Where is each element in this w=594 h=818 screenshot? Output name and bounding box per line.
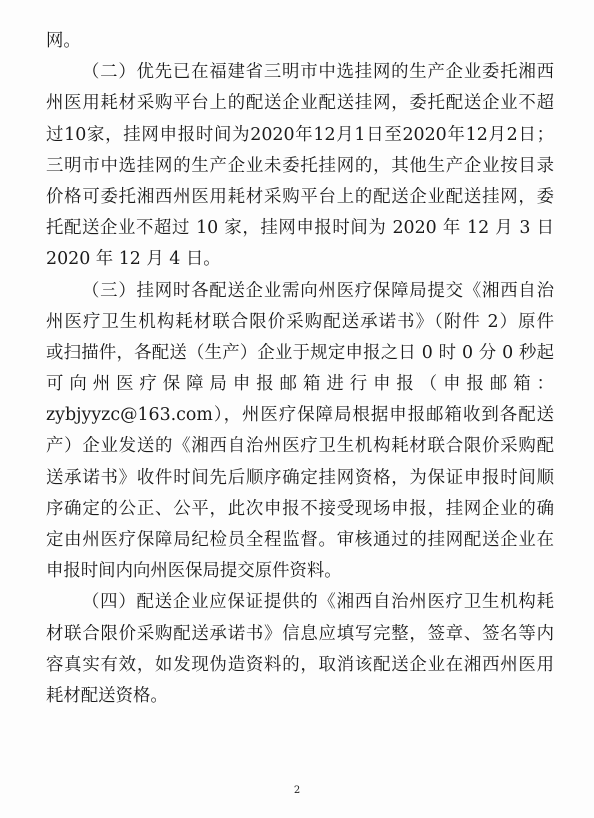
paragraph-line: 州医疗卫生机构耗材联合限价采购配送承诺书》（附件 2）原件 (46, 311, 554, 332)
paragraph-line: 定由州医疗保障局纪检员全程监督。审核通过的挂网配送企业在 (46, 530, 554, 550)
paragraph-line: 送承诺书》收件时间先后顺序确定挂网资格，为保证申报时间顺 (46, 467, 554, 488)
paragraph-line: 耗材配送资格。 (46, 685, 168, 706)
paragraph-line: 网。 (46, 31, 81, 51)
document-body (46, 26, 554, 712)
paragraph-line: （四）配送企业应保证提供的《湘西自治州医疗卫生机构耗 (82, 592, 554, 613)
paragraph-line: zybjyyzc@163.com），州医疗保障局根据申报邮箱收到各配送 (46, 405, 554, 426)
paragraph-line: 托配送企业不超过 10 家，挂网申报时间为 2020 年 12 月 3 日 (46, 218, 554, 239)
paragraph-line: 过10家，挂网申报时间为2020年12月1日至2020年12月2日； (46, 124, 554, 145)
paragraph-line: 容真实有效，如发现伪造资料的，取消该配送企业在湘西州医用 (46, 654, 554, 675)
paragraph-line: （二）优先已在福建省三明市中选挂网的生产企业委托湘西 (82, 62, 554, 83)
paragraph-line: 序确定的公正、公平，此次申报不接受现场申报，挂网企业的确 (46, 498, 554, 519)
paragraph-line: 申报时间内向州医保局提交原件资料。 (46, 561, 342, 582)
paragraph-line: 或扫描件，各配送（生产）企业于规定申报之日 0 时 0 分 0 秒起 (46, 342, 554, 363)
paragraph-line: （三）挂网时各配送企业需向州医疗保障局提交《湘西自治 (82, 280, 554, 301)
paragraph-line: 可向州医疗保障局申报邮箱进行申报（申报邮箱： (46, 374, 554, 395)
page-number: 2 (293, 785, 301, 796)
paragraph-line: 产）企业发送的《湘西自治州医疗卫生机构耗材联合限价采购配 (46, 436, 554, 457)
paragraph-line: 三明市中选挂网的生产企业未委托挂网的，其他生产企业按目录 (46, 155, 554, 176)
paragraph-line: 州医用耗材采购平台上的配送企业配送挂网，委托配送企业不超 (46, 93, 554, 114)
paragraph-line: 价格可委托湘西州医用耗材采购平台上的配送企业配送挂网，委 (46, 186, 554, 207)
paragraph-line: 2020 年 12 月 4 日。 (46, 249, 221, 270)
paragraph-line: 材联合限价采购配送承诺书》信息应填写完整，签章、签名等内 (46, 623, 554, 644)
